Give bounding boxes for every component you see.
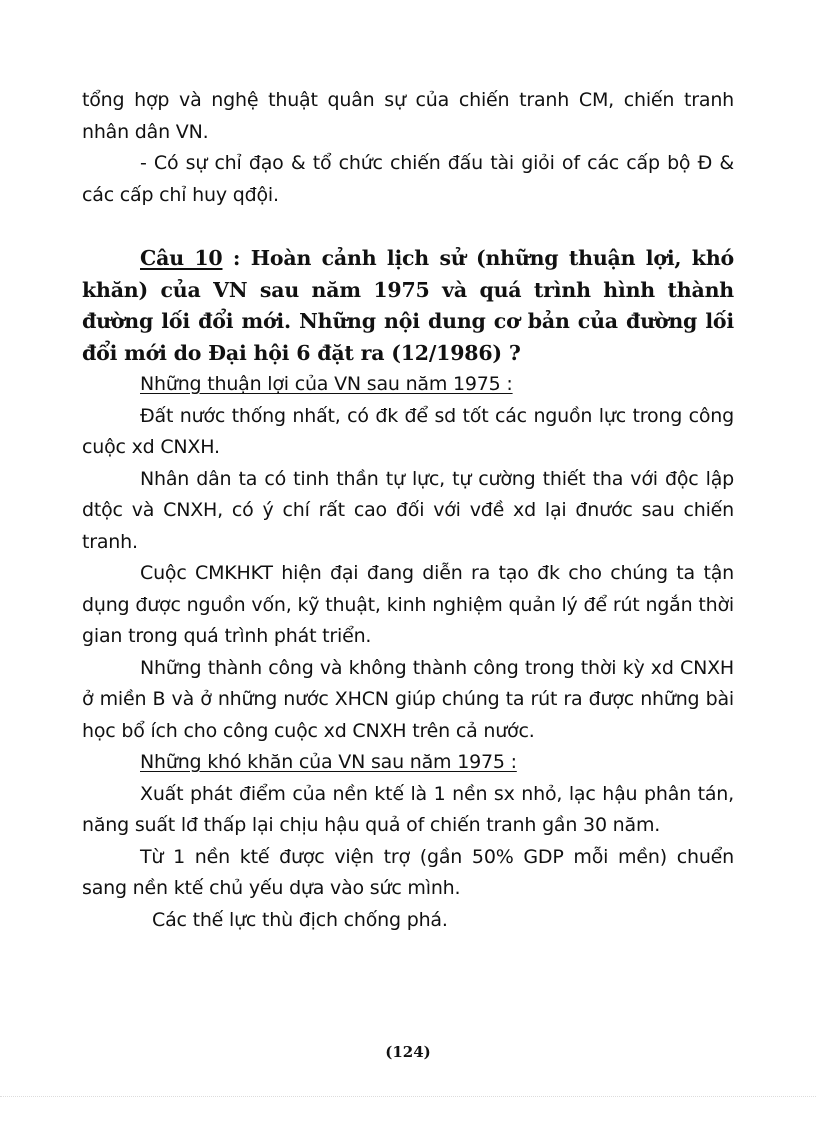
difficulty-item: Các thế lực thù địch chống phá. [152,908,448,931]
difficulties-heading: Những khó khăn của VN sau năm 1975 : [140,751,517,773]
paragraph-leadership: - Có sự chỉ đạo & tổ chức chiến đấu tài giỏi of các cấp bộ Đ & các cấp chỉ huy qđội. [82,152,734,206]
difficulty-item: Xuất phát điểm của nền ktế là 1 nền sx nhỏ, lạc hậu phân tán, năng suất lđ thấp lại chịu hậu quả of chiến tranh gần 30 năm. [82,782,734,836]
footer-divider [0,1096,816,1097]
difficulty-item: Từ 1 nền ktế được viện trợ (gần 50% GDP mỗi mền) chuển sang nền ktế chủ yếu dựa vào sức mình. [82,845,734,899]
advantage-item: Nhân dân ta có tinh thần tự lực, tự cường thiết tha với độc lập dtộc và CNXH, có ý chí rất cao đối với vđề xd lại đnước sau chiến tranh. [82,467,734,553]
question-section [82,243,734,936]
advantage-item: Những thành công và không thành công trong thời kỳ xd CNXH ở miền B và ở những nước XHCN giúp chúng ta rút ra được những bài học bổ ích cho công cuộc xd CNXH trên cả nước. [82,656,734,742]
question-label: Câu 10 [140,246,223,270]
advantages-heading: Những thuận lợi của VN sau năm 1975 : [140,373,513,395]
page-number: (124) [385,1043,431,1061]
advantage-item: Đất nước thống nhất, có đk để sd tốt các nguồn lực trong công cuộc xd CNXH. [82,404,734,458]
paragraph-continuation: tổng hợp và nghệ thuật quân sự của chiến tranh CM, chiến tranh nhân dân VN. [82,89,734,143]
question-heading [82,243,734,369]
page-body [82,85,734,211]
question-text: : Hoàn cảnh lịch sử (những thuận lợi, khó khăn) của VN sau năm 1975 và quá trình hình thành đường lối đổi mới. Những nội dung cơ bản của đường lối đổi mới do Đại hội 6 đặt ra (12/1986) ? [82,246,734,365]
advantage-item: Cuộc CMKHKT hiện đại đang diễn ra tạo đk cho chúng ta tận dụng được nguồn vốn, kỹ thuật, kinh nghiệm quản lý để rút ngắn thời gian trong quá trình phát triển. [82,562,734,647]
